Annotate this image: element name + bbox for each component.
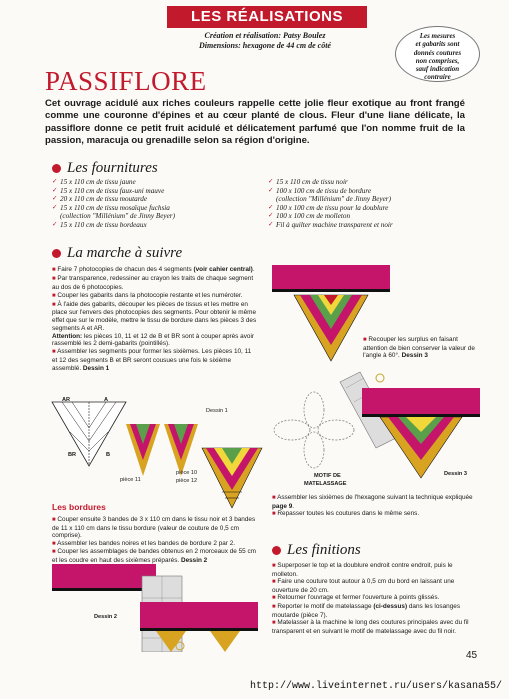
note-line: donnés coutures: [413, 48, 462, 57]
supplies-heading: [52, 160, 158, 177]
assemble-text: .: [292, 502, 295, 510]
measurement-note: [395, 26, 480, 82]
supply-item: ✓ 15 x 110 cm de tissu faux-uni mauve: [52, 187, 262, 196]
dessin2-label: Dessin 2: [94, 614, 118, 620]
note-line: contraire: [424, 73, 451, 82]
step-text: Par transparence, redessiner au crayon les traits de chaque segment au dos de 6 photocopies.: [52, 275, 254, 291]
step-paragraph: ■ Faire 7 photocopies de chacun des 4 segments (voir cahier central).: [52, 266, 255, 273]
border-ref: Dessin 2: [180, 556, 208, 564]
finishing-paragraph: ■ Faire une couture tout autour à 0,5 cm du bord en laissant une ouverture de 20 cm.: [272, 578, 455, 594]
finishing-paragraph: ■ Superposer le top et la doublure endroit contre endroit, puis le molleton.: [272, 562, 453, 578]
page-number: 45: [466, 650, 478, 661]
note-line: sauf indication: [415, 65, 460, 74]
border-text: Assembler les bandes noires et les bandes de bordure 2 par 2.: [57, 539, 236, 547]
section-header: LES RÉALISATIONS: [167, 6, 367, 28]
supplies-heading-text: Les fournitures: [67, 160, 158, 176]
finishing-text: Matelasser à la machine le long des coutures principales avec du fil transparent et en suivant le motif de matelassage avec du fil noir.: [272, 619, 469, 635]
label-piece12: pièce 12: [176, 478, 198, 484]
note-line: Les mesures: [419, 32, 456, 40]
dessin3-label: Dessin 3: [444, 471, 468, 477]
motif-label-1: MOTIF DE: [314, 473, 341, 479]
label-b: B: [106, 452, 111, 458]
supplies-list-right: [268, 178, 478, 230]
segment-template-diagram: [50, 396, 128, 468]
finishing-heading: [272, 542, 361, 559]
step-paragraph: ■ À l'aide des gabarits, découper les pièces de tissus et les mettre en place sur l'envers des photocopies des segments. Pour obtenir le même effet que sur le modèle, mettre le tissu de bordure dans les pièces 3 des segments A et AR.: [52, 300, 257, 332]
steps-heading-text: La marche à suivre: [67, 245, 183, 261]
border-paragraph: ■ Assembler les bandes noires et les bandes de bordure 2 par 2.: [52, 539, 236, 547]
segment-assembly-illustration: [126, 420, 266, 512]
note-line: non comprises,: [415, 56, 460, 65]
assemble-ref: page 9: [272, 502, 293, 510]
border-text: Couper les assemblages de bandes obtenus en 2 morceaux de 55 cm et les coudre en haut des sixièmes préparés.: [52, 548, 256, 564]
supply-item: ✓ 100 x 100 cm de tissu pour la doublure: [268, 204, 478, 213]
step-text: Couper les gabarits dans la photocopie restante et les numéroter.: [57, 291, 243, 299]
step-paragraph: ■ Couper les gabarits dans la photocopie restante et les numéroter.: [52, 291, 243, 299]
supplies-list-left: [52, 178, 262, 230]
bullet-dot-icon: [52, 249, 61, 258]
dessin2-illustration: [52, 562, 260, 652]
assemble-paragraph: ■ Assembler les sixièmes de l'hexagone suivant la technique expliquée page 9.: [272, 494, 473, 510]
finishing-paragraph: ■ Retourner l'ouvrage et fermer l'ouverture à points glissés.: [272, 594, 440, 602]
finishing-text: Retourner l'ouvrage et fermer l'ouverture à points glissés.: [277, 594, 440, 602]
borders-instructions: [52, 516, 258, 565]
supply-item: (collection "Millénium" de Jinny Beyer): [60, 212, 175, 221]
footer-url[interactable]: http://www.liveinternet.ru/users/kasana55/: [250, 681, 503, 692]
label-piece10: pièce 10: [176, 470, 198, 476]
step-text: Assembler les segments pour former les sixièmes. Les pièces 10, 11 et 12 des segments B et BR seront cousues une fois le sixième assemblé.: [52, 348, 252, 372]
supply-item: ✓ 15 x 110 cm de tissu bordeaux: [52, 221, 262, 230]
supply-item: ✓ 20 x 110 cm de tissu moutarde: [52, 195, 262, 204]
label-piece11: pièce 11: [120, 477, 141, 483]
supply-item: ✓ Fil à quilter machine transparent et noir: [268, 221, 478, 230]
step-paragraph: ■ Par transparence, redessiner au crayon les traits de chaque segment au dos de 6 photocopies.: [52, 275, 254, 291]
step-warning: Attention:: [52, 332, 84, 340]
borders-heading: Les bordures: [52, 502, 106, 512]
steps-text: [52, 266, 257, 373]
supply-item: ✓ 100 x 100 cm de tissu de bordure: [268, 187, 478, 196]
step-text: les pièces 10, 11 et 12 de B et BR sont à couper après avoir rassemblé les 2 demi-gabarits (pointillés).: [52, 332, 254, 348]
recut-instruction: ■ Recouper les surplus en faisant attention de bien conserver la valeur de l'angle à 60°. Dessin 3: [363, 336, 475, 360]
border-paragraph: ■ Couper ensuite 3 bandes de 3 x 110 cm dans le tissu noir et 3 bandes de 11 x 110 cm dans le tissu bordure (valeur de couture de 0,5 cm comprise).: [52, 516, 256, 540]
step-paragraph: ■ Assembler les segments pour former les sixièmes. Les pièces 10, 11 et 12 des segments B et BR seront cousues une fois le sixième assemblé. Dessin 1: [52, 348, 252, 372]
dessin1-label: Dessin 1: [206, 408, 228, 414]
step-text: À l'aide des gabarits, découper les pièces de tissus et les mettre en place sur l'envers des photocopies des segments. Pour obtenir le même effet que sur le modèle, mettre le tissu de bordure dans les pièces 3 des segments A et AR.: [52, 300, 257, 332]
credits-dimensions: Dimensions: hexagone de 44 cm de côté: [199, 41, 331, 50]
steps-heading: [52, 245, 182, 262]
border-text: Couper ensuite 3 bandes de 3 x 110 cm dans le tissu noir et 3 bandes de 11 x 110 cm dans le tissu bordure (valeur de couture de 0,5 cm comprise).: [52, 516, 256, 540]
finishing-paragraph: ■ Reporter le motif de matelassage (ci-dessus) dans les losanges moutarde (pièce 7).: [272, 602, 461, 619]
page-title: PASSIFLORE: [45, 66, 207, 96]
assemble-paragraph: ■ Repasser toutes les coutures dans le même sens.: [272, 510, 420, 518]
dessin3-illustration: [336, 368, 482, 480]
finishing-text: Reporter le motif de matelassage: [277, 602, 374, 610]
label-br: BR: [68, 452, 77, 458]
step-ref: (voir cahier central): [193, 266, 253, 273]
border-paragraph: ■ Couper les assemblages de bandes obtenus en 2 morceaux de 55 cm et les coudre en haut des sixièmes préparés. Dessin 2: [52, 548, 256, 564]
finishing-text: Faire une couture tout autour à 0,5 cm du bord en laissant une ouverture de 20 cm.: [272, 578, 455, 594]
assemble-text: Repasser toutes les coutures dans le même sens.: [277, 510, 420, 518]
recut-ref: Dessin 3: [401, 352, 428, 360]
bullet-dot-icon: [272, 546, 281, 555]
supply-item: ✓ 15 x 110 cm de tissu noir: [268, 178, 478, 187]
note-line: et gabarits sont: [415, 40, 460, 49]
step-text: .: [252, 266, 255, 273]
bullet-dot-icon: [52, 164, 61, 173]
label-ar: AR: [62, 397, 71, 403]
finishing-ref: (ci-dessus): [373, 602, 408, 610]
supply-item: ✓ 15 x 110 cm de tissu jaune: [52, 178, 262, 187]
finishing-instructions: [272, 562, 480, 635]
supply-item: ✓ 15 x 110 cm de tissu mosaïque fuchsia: [52, 204, 262, 213]
label-a: A: [104, 397, 109, 403]
finishing-text: Superposer le top et la doublure endroit contre endroit, puis le molleton.: [272, 562, 453, 578]
finishing-paragraph: ■ Matelasser à la machine le long des coutures principales avec du fil transparent et en suivant le motif de matelassage avec du fil noir.: [272, 619, 469, 635]
recut-text: Recouper les surplus en faisant attention de bien conserver la valeur de l'angle à 60°.: [363, 336, 475, 360]
intro-paragraph: Cet ouvrage acidulé aux riches couleurs rappelle cette jolie fleur exotique au front frangé comme une couronne d'épines et au cœur planté de clous. Fleur d'une liane délicate, la passiflore donne ce petit fruit acidulé et délicatement parfumé que l'on nomme fruit de la passion, maracuja ou grenadille selon sa région d'origine.: [45, 98, 465, 147]
motif-label-2: MATELASSAGE: [304, 481, 347, 487]
finishing-heading-text: Les finitions: [287, 542, 361, 558]
credits: [150, 31, 380, 51]
supply-item: (collection "Millénium" de Jinny Beyer): [276, 195, 391, 204]
assemble-instructions: [272, 494, 480, 519]
step-text: Faire 7 photocopies de chacun des 4 segments: [57, 266, 194, 273]
step-paragraph: [52, 333, 257, 348]
finishing-text: dans les losanges moutarde (pièce 7).: [272, 602, 461, 619]
credits-creator: Création et réalisation: Patsy Boulez: [204, 31, 326, 40]
supply-item: ✓ 100 x 100 cm de molleton: [268, 212, 478, 221]
assemble-text: Assembler les sixièmes de l'hexagone suivant la technique expliquée: [277, 494, 473, 501]
step-ref: Dessin 1: [82, 364, 110, 372]
